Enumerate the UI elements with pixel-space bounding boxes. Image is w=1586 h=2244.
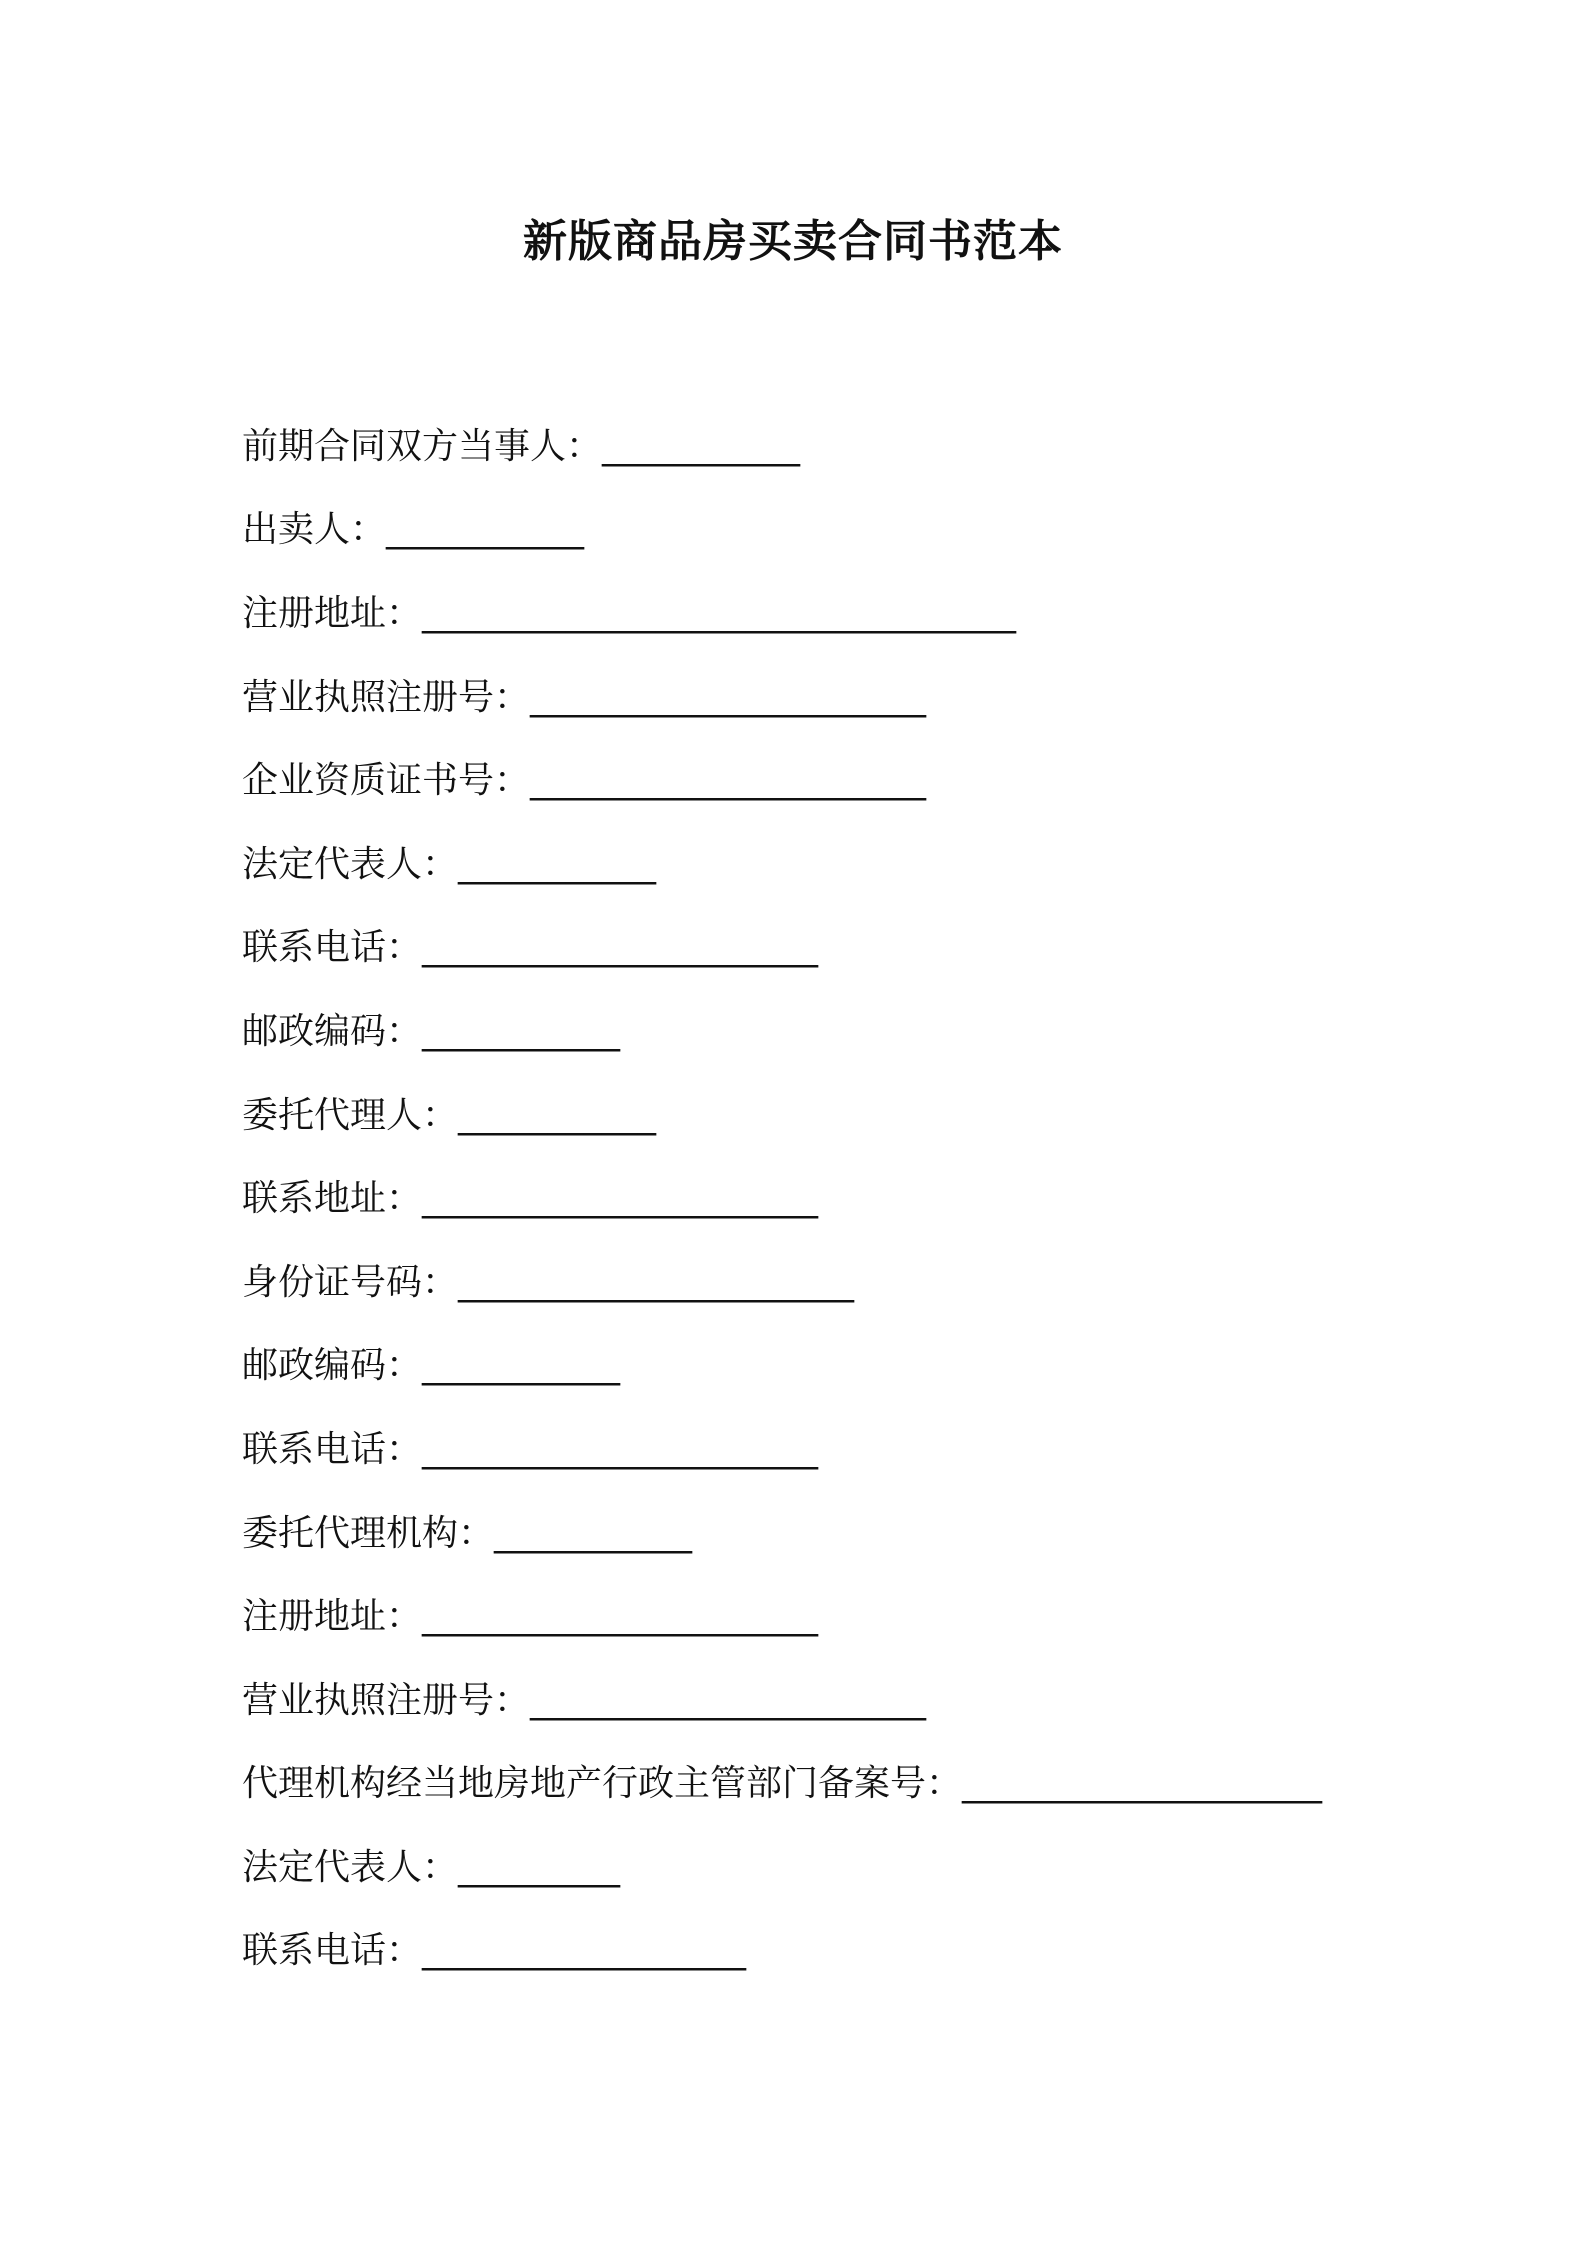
fill-in-blank: ______________________ [422,1596,819,1638]
field-label: 身份证号码： [242,1261,459,1303]
field-label: 代理机构经当地房地产行政主管部门备案号： [242,1763,963,1805]
fill-in-blank: ______________________ [422,1428,819,1470]
field-row-qualification-cert-no [242,739,1482,823]
fill-in-blank: ___________ [458,1094,657,1136]
field-label: 出卖人： [242,509,387,551]
fill-in-blank: ______________________ [422,927,819,969]
field-label: 法定代表人： [242,843,459,885]
field-row-legal-representative [242,1826,1482,1910]
fill-in-blank: ______________________ [530,1679,927,1721]
fill-in-blank: ___________ [494,1512,693,1554]
field-row-registered-address [242,572,1482,656]
field-label: 企业资质证书号： [242,760,531,802]
field-label: 营业执照注册号： [242,676,531,718]
fill-in-blank: ___________ [602,425,801,467]
fill-in-blank: ___________ [422,1010,621,1052]
field-label: 法定代表人： [242,1846,459,1888]
field-label: 邮政编码： [242,1345,423,1387]
field-label: 联系地址： [242,1178,423,1220]
fill-in-blank: ___________ [422,1345,621,1387]
field-row-agency-filing-no [242,1743,1482,1827]
fill-in-blank: _________ [458,1846,621,1888]
field-label: 委托代理人： [242,1094,459,1136]
fill-in-blank: ______________________ [422,1178,819,1220]
fill-in-blank: ______________________ [458,1261,855,1303]
field-row-contact-address [242,1157,1482,1241]
fill-in-blank: ______________________ [530,760,927,802]
fill-in-blank: ___________ [386,509,585,551]
fill-in-blank: ____________________ [962,1763,1323,1805]
field-label: 委托代理机构： [242,1512,495,1554]
fill-in-blank: _________________________________ [422,592,1017,634]
field-label: 联系电话： [242,927,423,969]
field-row-legal-representative [242,823,1482,907]
field-label: 注册地址： [242,592,423,634]
field-row-postal-code [242,990,1482,1074]
field-row-agent [242,1074,1482,1158]
fill-in-blank: __________________ [422,1930,747,1972]
field-label: 联系电话： [242,1428,423,1470]
field-row-seller [242,489,1482,573]
field-row-business-license-no [242,1659,1482,1743]
field-row-postal-code [242,1325,1482,1409]
field-row-id-number [242,1241,1482,1325]
contract-field-list [242,405,1482,1993]
field-label: 邮政编码： [242,1010,423,1052]
field-row-phone [242,907,1482,991]
fill-in-blank: ______________________ [530,676,927,718]
field-row-business-license-no [242,656,1482,740]
field-row-registered-address [242,1575,1482,1659]
field-label: 注册地址： [242,1596,423,1638]
field-label: 营业执照注册号： [242,1679,531,1721]
field-row-parties [242,405,1482,489]
field-label: 前期合同双方当事人： [242,425,603,467]
field-row-agency [242,1492,1482,1576]
field-row-phone [242,1910,1482,1994]
document-title: 新版商品房买卖合同书范本 [523,216,1063,267]
field-row-phone [242,1408,1482,1492]
field-label: 联系电话： [242,1930,423,1972]
fill-in-blank: ___________ [458,843,657,885]
